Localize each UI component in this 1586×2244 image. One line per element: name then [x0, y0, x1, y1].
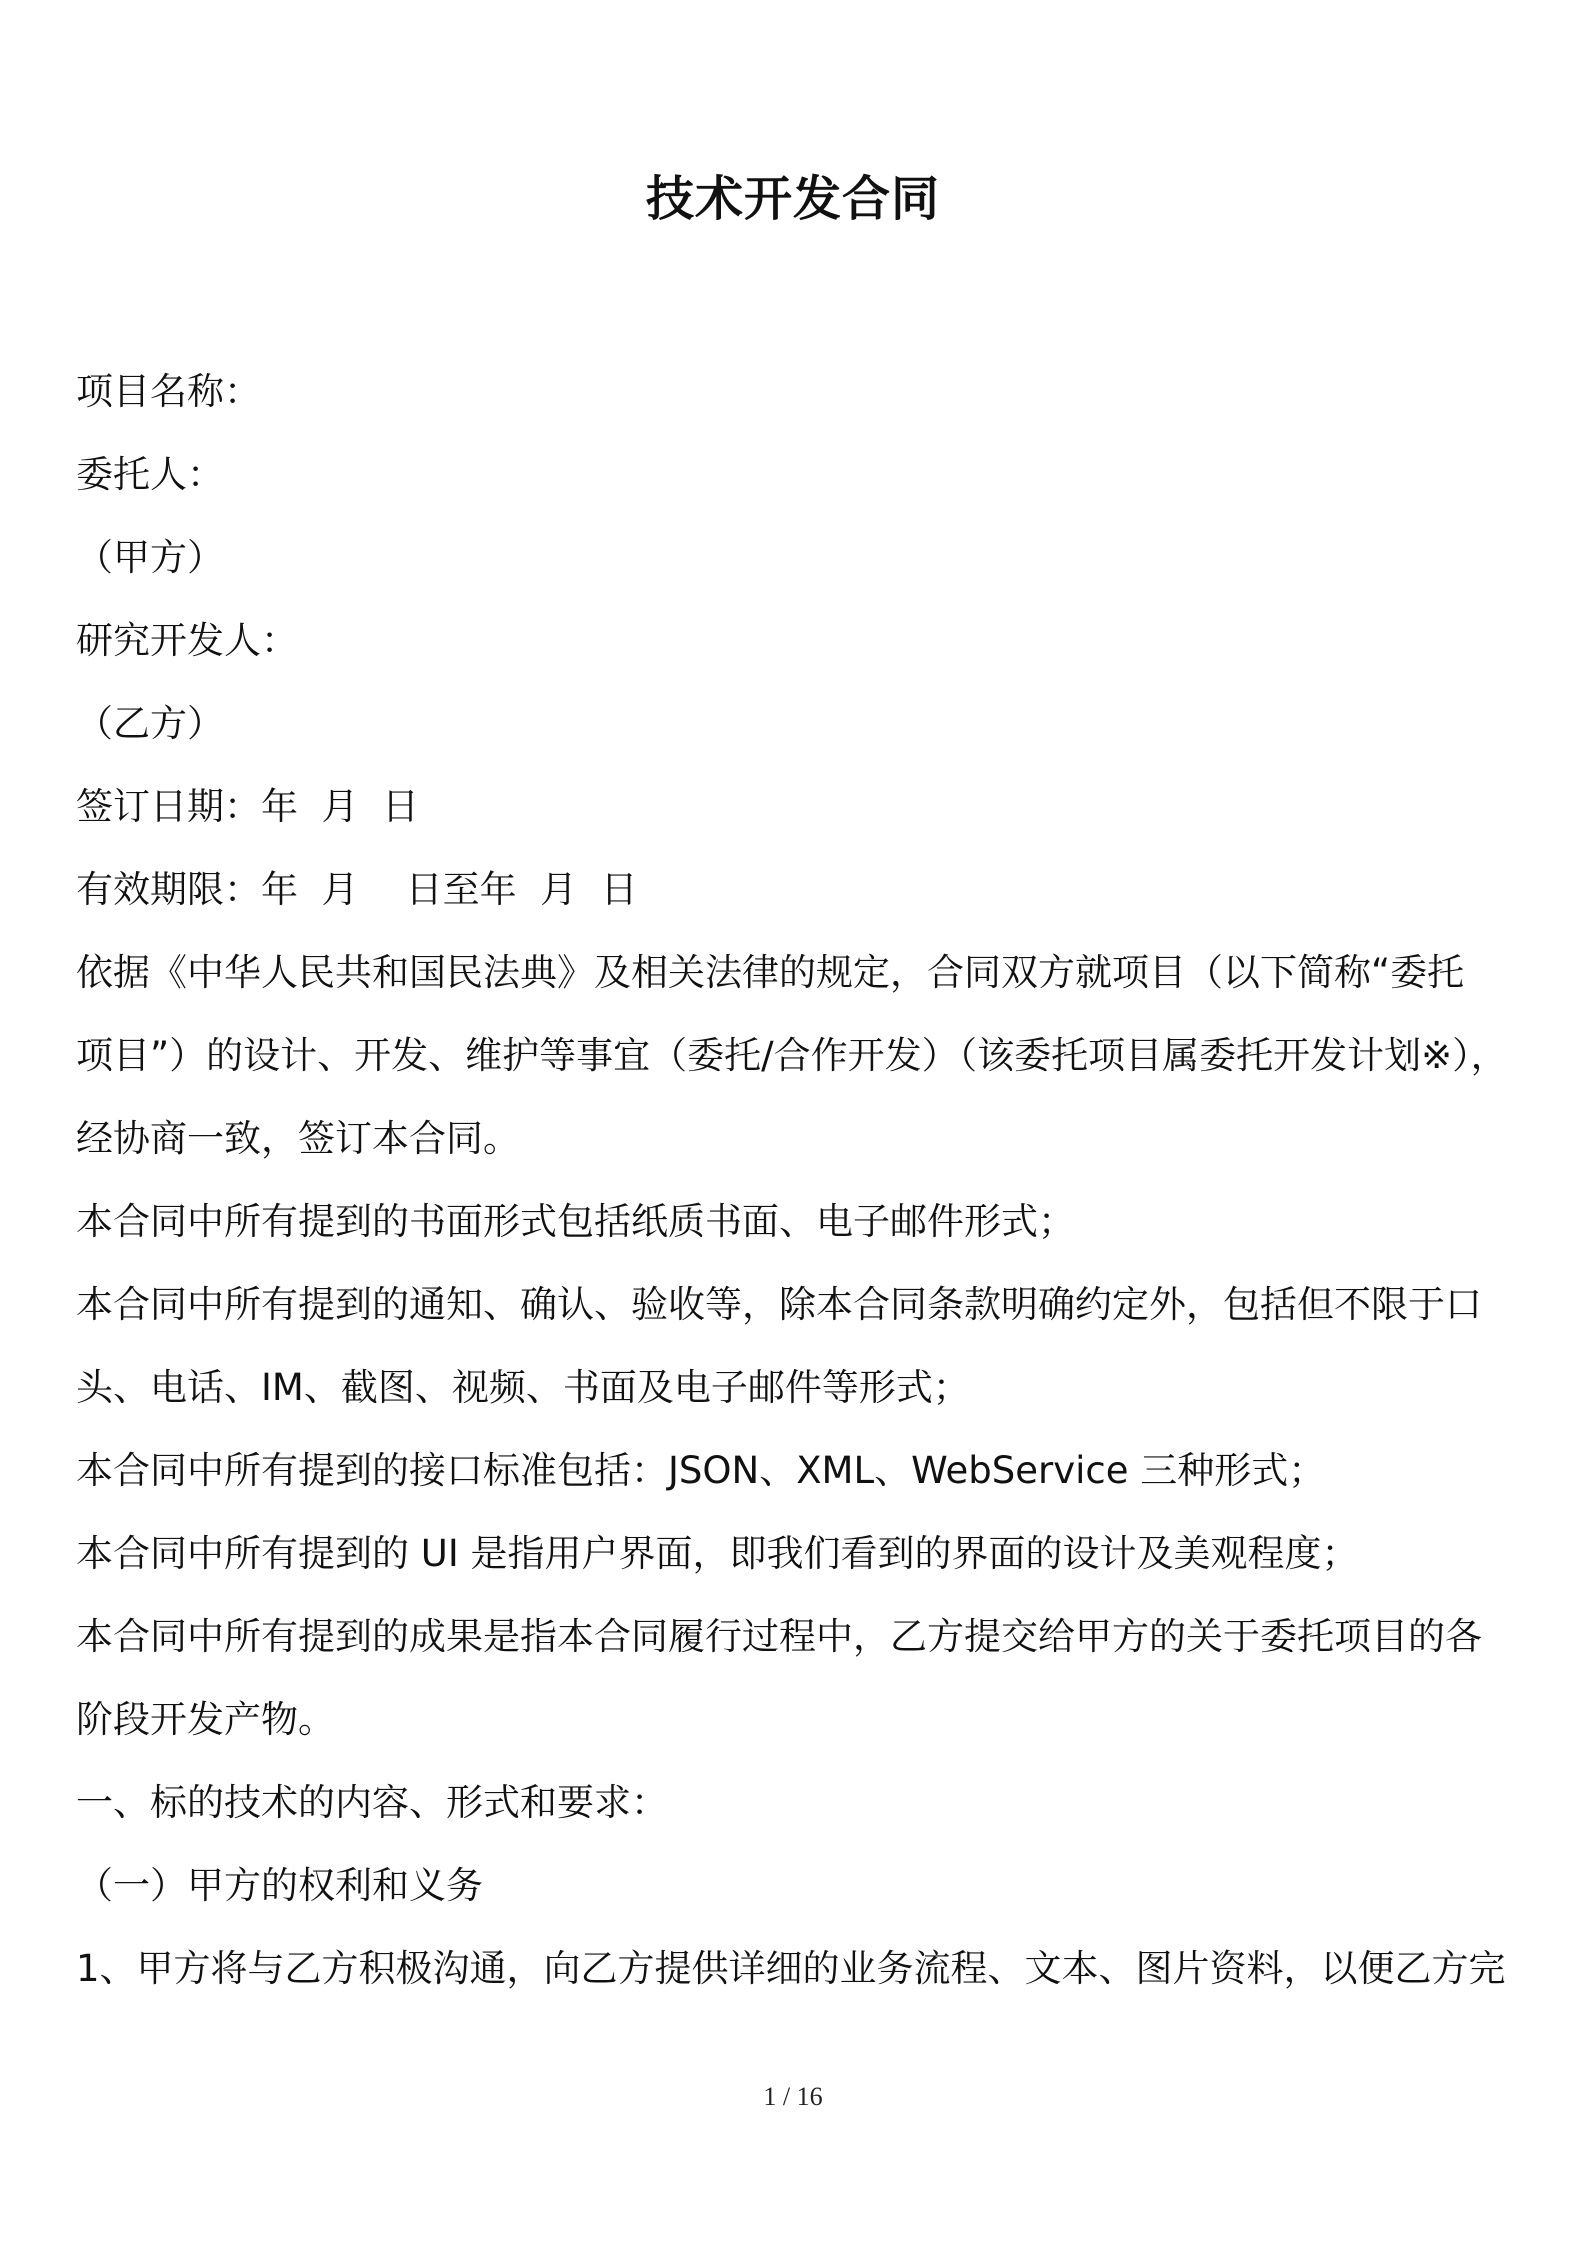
field-validity-period: 有效期限：年 月 日至年 月 日	[76, 868, 638, 911]
party-a-label: （甲方）	[76, 536, 224, 579]
section-heading: 一、标的技术的内容、形式和要求：	[76, 1781, 668, 1824]
paragraph-line: 头、电话、IM、截图、视频、书面及电子邮件等形式；	[76, 1366, 970, 1409]
clause-line: 1、甲方将与乙方积极沟通，向乙方提供详细的业务流程、文本、图片资料，以便乙方完	[76, 1947, 1506, 1990]
paragraph-line: 本合同中所有提到的接口标准包括：JSON、XML、WebService 三种形式；	[76, 1449, 1326, 1492]
party-b-label: （乙方）	[76, 702, 224, 745]
field-project-name: 项目名称：	[76, 370, 261, 413]
paragraph-line: 本合同中所有提到的书面形式包括纸质书面、电子邮件形式；	[76, 1200, 1075, 1243]
field-signing-date: 签订日期：年 月 日	[76, 785, 420, 828]
page-number: 1 / 16	[763, 2082, 823, 2111]
subsection-heading: （一）甲方的权利和义务	[76, 1864, 483, 1907]
paragraph-line: 阶段开发产物。	[76, 1698, 335, 1741]
paragraph-line: 依据《中华人民共和国民法典》及相关法律的规定，合同双方就项目（以下简称“委托	[76, 951, 1465, 994]
document-title: 技术开发合同	[645, 171, 940, 227]
document-body	[76, 350, 1516, 2010]
paragraph-line: 本合同中所有提到的成果是指本合同履行过程中，乙方提交给甲方的关于委托项目的各	[76, 1615, 1482, 1658]
field-client: 委托人：	[76, 453, 224, 496]
paragraph-line: 本合同中所有提到的通知、确认、验收等，除本合同条款明确约定外，包括但不限于口	[76, 1283, 1482, 1326]
paragraph-line: 本合同中所有提到的 UI 是指用户界面，即我们看到的界面的设计及美观程度；	[76, 1532, 1359, 1575]
field-developer: 研究开发人：	[76, 619, 298, 662]
paragraph-line: 项目”）的设计、开发、维护等事宜（委托/合作开发）（该委托项目属委托开发计划※），	[76, 1034, 1508, 1077]
paragraph-line: 经协商一致，签订本合同。	[76, 1117, 520, 1160]
